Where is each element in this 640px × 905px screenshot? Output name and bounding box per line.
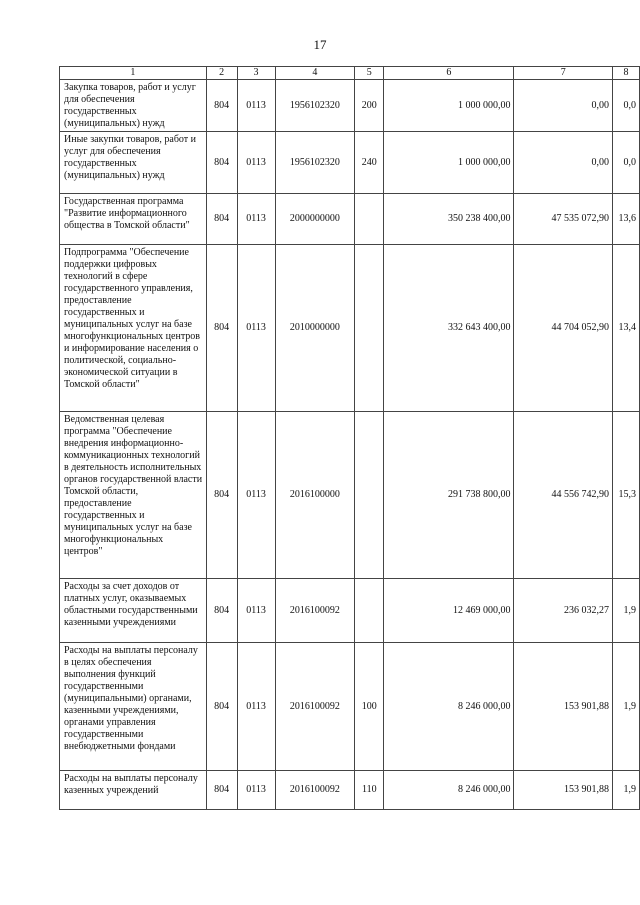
section-code: 0113 [237, 771, 275, 810]
ved-code: 804 [206, 80, 237, 132]
table-row [60, 132, 640, 194]
ved-code: 804 [206, 643, 237, 771]
table-row [60, 245, 640, 412]
row-name: Подпрограмма "Обеспечение поддержки цифровых технологий в сфере государственного управления, предоставление государственных и муниципальных услуг на базе многофункциональных центров и информирование населения о политической, социально-экономической ситуации в Томской области" [60, 245, 207, 412]
target-code: 2010000000 [275, 245, 355, 412]
ved-code: 804 [206, 771, 237, 810]
fact-amount: 44 556 742,90 [514, 412, 612, 579]
column-header: 5 [355, 67, 384, 80]
expense-type-code: 100 [355, 643, 384, 771]
table-row [60, 643, 640, 771]
fact-amount: 44 704 052,90 [514, 245, 612, 412]
section-code: 0113 [237, 194, 275, 245]
section-code: 0113 [237, 643, 275, 771]
expense-type-code [355, 245, 384, 412]
column-header: 1 [60, 67, 207, 80]
percent-value: 0,0 [612, 80, 639, 132]
section-code: 0113 [237, 412, 275, 579]
target-code: 2000000000 [275, 194, 355, 245]
ved-code: 804 [206, 412, 237, 579]
table-row [60, 412, 640, 579]
row-name: Расходы на выплаты персоналу в целях обеспечения выполнения функций государственными (муниципальными) органами, казенными учреждениями, органами управления государственными внебюджетными фондами [60, 643, 207, 771]
ved-code: 804 [206, 245, 237, 412]
plan-amount: 12 469 000,00 [384, 579, 514, 643]
expense-type-code: 200 [355, 80, 384, 132]
percent-value: 1,9 [612, 579, 639, 643]
fact-amount: 0,00 [514, 80, 612, 132]
expense-type-code: 240 [355, 132, 384, 194]
table-row [60, 771, 640, 810]
plan-amount: 1 000 000,00 [384, 80, 514, 132]
target-code: 2016100092 [275, 643, 355, 771]
column-header: 6 [384, 67, 514, 80]
column-header: 4 [275, 67, 355, 80]
table-row [60, 80, 640, 132]
column-header: 7 [514, 67, 612, 80]
target-code: 1956102320 [275, 80, 355, 132]
column-header: 2 [206, 67, 237, 80]
plan-amount: 8 246 000,00 [384, 771, 514, 810]
percent-value: 13,6 [612, 194, 639, 245]
fact-amount: 236 032,27 [514, 579, 612, 643]
target-code: 2016100092 [275, 579, 355, 643]
table-row [60, 194, 640, 245]
column-header: 8 [612, 67, 639, 80]
column-header: 3 [237, 67, 275, 80]
row-name: Государственная программа "Развитие информационного общества в Томской области" [60, 194, 207, 245]
ved-code: 804 [206, 132, 237, 194]
table-row [60, 579, 640, 643]
plan-amount: 332 643 400,00 [384, 245, 514, 412]
section-code: 0113 [237, 579, 275, 643]
plan-amount: 1 000 000,00 [384, 132, 514, 194]
percent-value: 13,4 [612, 245, 639, 412]
row-name: Закупка товаров, работ и услуг для обеспечения государственных (муниципальных) нужд [60, 80, 207, 132]
budget-table [59, 66, 640, 810]
expense-type-code [355, 412, 384, 579]
percent-value: 0,0 [612, 132, 639, 194]
plan-amount: 350 238 400,00 [384, 194, 514, 245]
target-code: 2016100000 [275, 412, 355, 579]
percent-value: 1,9 [612, 643, 639, 771]
fact-amount: 0,00 [514, 132, 612, 194]
percent-value: 15,3 [612, 412, 639, 579]
fact-amount: 153 901,88 [514, 643, 612, 771]
plan-amount: 291 738 800,00 [384, 412, 514, 579]
row-name: Расходы за счет доходов от платных услуг, оказываемых областными государственными казенными учреждениями [60, 579, 207, 643]
section-code: 0113 [237, 80, 275, 132]
section-code: 0113 [237, 245, 275, 412]
row-name: Иные закупки товаров, работ и услуг для обеспечения государственных (муниципальных) нужд [60, 132, 207, 194]
page-number: 17 [313, 37, 327, 52]
row-name: Ведомственная целевая программа "Обеспечение внедрения информационно-коммуникационных технологий в деятельность исполнительных органов государственной власти Томской области, предоставление государственных и муниципальных услуг на базе многофункциональных центров" [60, 412, 207, 579]
ved-code: 804 [206, 194, 237, 245]
fact-amount: 47 535 072,90 [514, 194, 612, 245]
expense-type-code [355, 194, 384, 245]
expense-type-code [355, 579, 384, 643]
section-code: 0113 [237, 132, 275, 194]
plan-amount: 8 246 000,00 [384, 643, 514, 771]
ved-code: 804 [206, 579, 237, 643]
percent-value: 1,9 [612, 771, 639, 810]
row-name: Расходы на выплаты персоналу казенных учреждений [60, 771, 207, 810]
target-code: 2016100092 [275, 771, 355, 810]
target-code: 1956102320 [275, 132, 355, 194]
table-header-row [60, 67, 640, 80]
expense-type-code: 110 [355, 771, 384, 810]
fact-amount: 153 901,88 [514, 771, 612, 810]
